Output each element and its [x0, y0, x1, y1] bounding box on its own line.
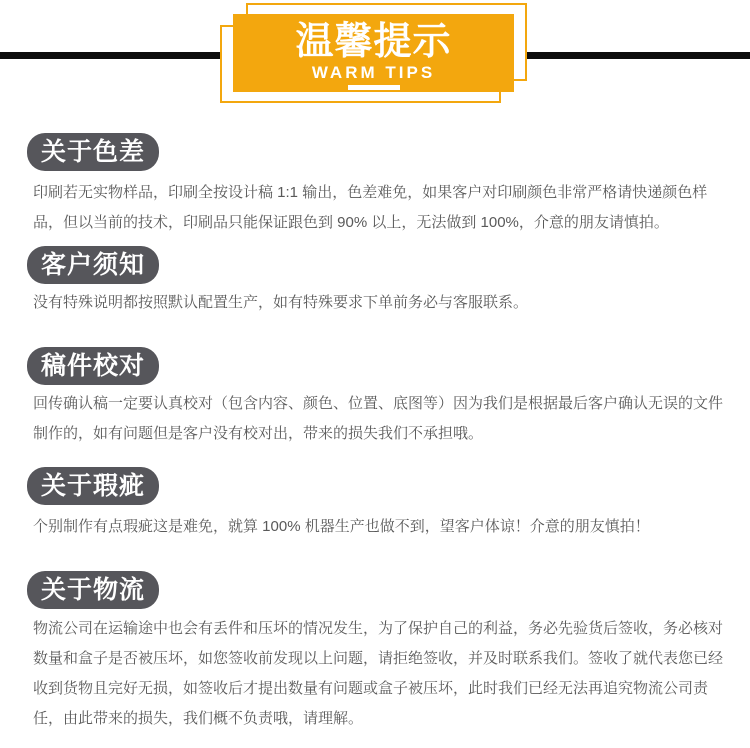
banner-title: 温馨提示	[295, 21, 452, 63]
section-heading-flaws: 关于瑕疵	[27, 467, 159, 505]
section-body-logistics: 物流公司在运输途中也会有丢件和压坏的情况发生，为了保护自己的利益，务必先验货后签收，务必核对数量和盒子是否被压坏，如您签收前发现以上问题，请拒绝签收，并及时联系我们。签收了就代表您已经收到货物且完好无损，如签收后才提出数量有问题或盒子被压坏，此时我们已经无法再追究物流公司责任，由此带来的损失，我们概不负责哦，请理解。	[33, 620, 724, 727]
section-body-color-difference: 印刷若无实物样品，印刷全按设计稿 1:1 输出，色差难免，如果客户对印刷颜色非常严格请快递颜色样品，但以当前的技术，印刷品只能保证跟色到 90% 以上，无法做到 100%，介意的朋友请慎拍。	[33, 184, 708, 231]
warm-tips-banner	[233, 14, 514, 92]
section-heading-logistics: 关于物流	[27, 571, 159, 609]
section-heading-customer-notice: 客户须知	[27, 246, 159, 284]
section-heading-color-difference: 关于色差	[27, 133, 159, 171]
banner-underline	[348, 85, 400, 90]
banner-subtitle: WARM TIPS	[311, 63, 436, 82]
section-heading-proofreading: 稿件校对	[27, 347, 159, 385]
section-body-flaws: 个别制作有点瑕疵这是难免，就算 100% 机器生产也做不到，望客户体谅！介意的朋友慎拍！	[33, 518, 650, 535]
section-body-proofreading: 回传确认稿一定要认真校对（包含内容、颜色、位置、底图等）因为我们是根据最后客户确认无误的文件制作的，如有问题但是客户没有校对出，带来的损失我们不承担哦。	[33, 395, 724, 442]
section-body-customer-notice: 没有特殊说明都按照默认配置生产，如有特殊要求下单前务必与客服联系。	[33, 294, 529, 311]
